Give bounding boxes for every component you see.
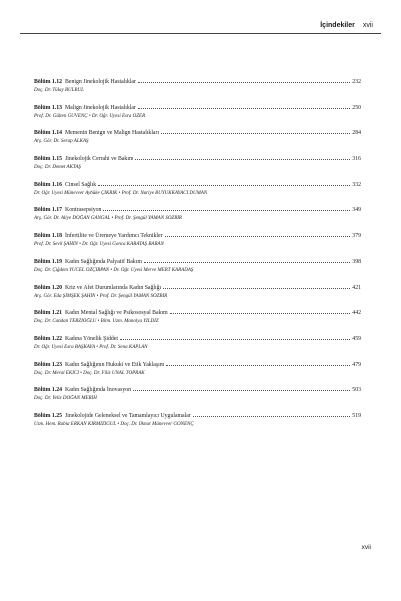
header-section-title: İçindekiler (320, 22, 355, 29)
toc-entry[interactable] (34, 411, 361, 437)
chapter-authors: Prof. Dr. Gülten GÜVENÇ • Dr. Öğr. Üyesi Esra ÖZER (34, 113, 146, 119)
dot-leader (165, 231, 351, 237)
chapter-authors: Doç. Dr. Çiğdem YÜCEL ÖZÇIRPAN • Dr. Öğr. Üyesi Merve MERT KARADAŞ (34, 267, 194, 273)
chapter-page-number: 349 (352, 207, 361, 214)
chapter-title: Kadın Sağlığının Hukuki ve Etik Yaklaşım (65, 361, 165, 368)
chapter-number: Bölüm 1.20 (34, 284, 63, 291)
chapter-number: Bölüm 1.22 (34, 335, 63, 342)
chapter-title: Kriz ve Afet Durumlarında Kadın Sağlığı (65, 284, 162, 291)
toc-entry[interactable] (34, 180, 361, 206)
footer-page-number: xvii (361, 544, 371, 551)
chapter-authors: Doç. Dr. Yeliz DOĞAN MERİH (34, 396, 97, 402)
chapter-page-number: 503 (352, 387, 361, 394)
chapter-authors: Doç. Dr. Candan TERZİOĞLU • Bilm. Uzm. Manolya YILDIZ (34, 319, 159, 325)
toc-entry[interactable] (34, 257, 361, 283)
chapter-page-number: 316 (352, 156, 361, 163)
toc-entry-heading (34, 231, 361, 240)
toc-entry-heading (34, 411, 361, 420)
dot-leader (98, 180, 350, 186)
chapter-authors: Arş. Gör. Eda ŞİMŞEK ŞAHİN • Prof. Dr. Şengül YAMAN SÖZBİR (34, 293, 168, 299)
chapter-page-number: 398 (352, 258, 361, 265)
chapter-title: Malign Jinekolojik Hastalıklar (65, 104, 136, 111)
toc-entry-heading (34, 334, 361, 343)
chapter-number: Bölüm 1.13 (34, 104, 63, 111)
chapter-title: Kadın Sağlığında Palyatif Bakım (65, 258, 142, 265)
chapter-number: Bölüm 1.17 (34, 207, 63, 214)
chapter-authors: Dr. Öğr. Üyesi Münevver Aybüke ÇIKRIK • Prof. Dr. Nuriye BÜYÜKKAYACI DUMAN (34, 190, 208, 196)
header-page-number: xvii (362, 22, 373, 29)
running-header (320, 22, 373, 29)
dot-leader (161, 128, 350, 134)
chapter-number: Bölüm 1.19 (34, 258, 63, 265)
toc-entry[interactable] (34, 231, 361, 257)
dot-leader (135, 154, 350, 160)
dot-leader (133, 385, 350, 391)
chapter-number: Bölüm 1.16 (34, 181, 63, 188)
dot-leader (170, 308, 351, 314)
dot-leader (193, 411, 351, 417)
chapter-title: Benign Jinekolojik Hastalıklar (65, 79, 136, 85)
toc-entry[interactable] (34, 205, 361, 231)
chapter-page-number: 421 (352, 284, 361, 291)
chapter-number: Bölüm 1.25 (34, 412, 63, 419)
chapter-number: Bölüm 1.24 (34, 387, 63, 394)
chapter-title: Jinekolojide Geleneksel ve Tamamlayıcı Uygulamalar (65, 412, 191, 419)
chapter-page-number: 479 (352, 361, 361, 368)
chapter-page-number: 232 (352, 79, 361, 85)
dot-leader (120, 334, 350, 340)
dot-leader (163, 283, 350, 289)
chapter-title: Cinsel Sağlık (65, 181, 97, 188)
chapter-number: Bölüm 1.14 (34, 130, 63, 137)
toc-entry[interactable] (34, 308, 361, 334)
table-of-contents (34, 77, 361, 437)
dot-leader (138, 77, 350, 83)
chapter-page-number: 519 (352, 412, 361, 419)
chapter-number: Bölüm 1.23 (34, 361, 63, 368)
dot-leader (138, 103, 350, 109)
toc-entry-heading (34, 154, 361, 163)
toc-entry-heading (34, 103, 361, 112)
chapter-page-number: 332 (352, 181, 361, 188)
toc-entry[interactable] (34, 385, 361, 411)
chapter-title: İnfertilite ve Üremeye Yardımcı Teknikler (65, 233, 163, 240)
chapter-authors: Uzm. Hem. Rabia ERKAN KIRMIZIGÜL • Doç. Dr. İlknur Münevver GÖNENÇ (34, 421, 194, 427)
toc-entry[interactable] (34, 334, 361, 360)
header-divider (20, 33, 381, 34)
chapter-authors: Arş. Gör. Dr. Serap ALKAŞ (34, 139, 89, 145)
toc-entry[interactable] (34, 360, 361, 386)
toc-entry[interactable] (34, 154, 361, 180)
chapter-authors: Dr. Öğr. Üyesi Esra BAŞKAYA • Prof. Dr. Sena KAPLAN (34, 344, 148, 350)
chapter-number: Bölüm 1.21 (34, 310, 63, 317)
chapter-page-number: 284 (352, 130, 361, 137)
chapter-title: Kadın Sağlığında İnovasyon (65, 387, 132, 394)
chapter-number: Bölüm 1.18 (34, 233, 63, 240)
toc-entry[interactable] (34, 77, 361, 103)
toc-entry-heading (34, 360, 361, 369)
chapter-authors: Arş. Gör. Dr. Aliye DOĞAN GANGAL • Prof. Dr. Şengül YAMAN SÖZBİR (34, 216, 182, 222)
chapter-authors: Doç. Dr. Meral EKİCİ • Doç. Dr. Filiz ÜNAL TOPRAK (34, 370, 145, 376)
chapter-number: Bölüm 1.15 (34, 156, 63, 163)
chapter-page-number: 379 (352, 233, 361, 240)
dot-leader (144, 257, 350, 263)
chapter-authors: Prof. Dr. Sevil ŞAHİN • Dr. Öğr. Üyesi Gonca KARATAŞ BARAN (34, 242, 164, 248)
chapter-page-number: 442 (352, 310, 361, 317)
toc-entry-heading (34, 128, 361, 137)
dot-leader (166, 360, 350, 366)
chapter-number: Bölüm 1.12 (34, 79, 63, 85)
toc-entry[interactable] (34, 103, 361, 129)
toc-entry-heading (34, 385, 361, 394)
chapter-title: Kadına Yönelik Şiddet (65, 335, 118, 342)
toc-entry[interactable] (34, 283, 361, 309)
toc-entry-heading (34, 77, 361, 86)
chapter-authors: Doç. Dr. Demet AKTAŞ (34, 165, 81, 171)
chapter-page-number: 459 (352, 335, 361, 342)
toc-entry-heading (34, 180, 361, 189)
chapter-title: Jinekolojik Cerrahi ve Bakım (65, 156, 134, 163)
chapter-title: Memenin Benign ve Malign Hastalıkları (65, 130, 160, 137)
toc-entry-heading (34, 283, 361, 292)
chapter-authors: Doç. Dr. Tülay BÜLBÜL (34, 88, 84, 93)
chapter-title: Kontrasepsiyon (65, 207, 102, 214)
dot-leader (103, 205, 350, 211)
toc-entry-heading (34, 205, 361, 214)
chapter-title: Kadın Mental Sağlığı ve Psikososyal Bakım (65, 310, 168, 317)
toc-entry-heading (34, 257, 361, 266)
toc-entry[interactable] (34, 128, 361, 154)
toc-entry-heading (34, 308, 361, 317)
chapter-page-number: 250 (352, 104, 361, 111)
